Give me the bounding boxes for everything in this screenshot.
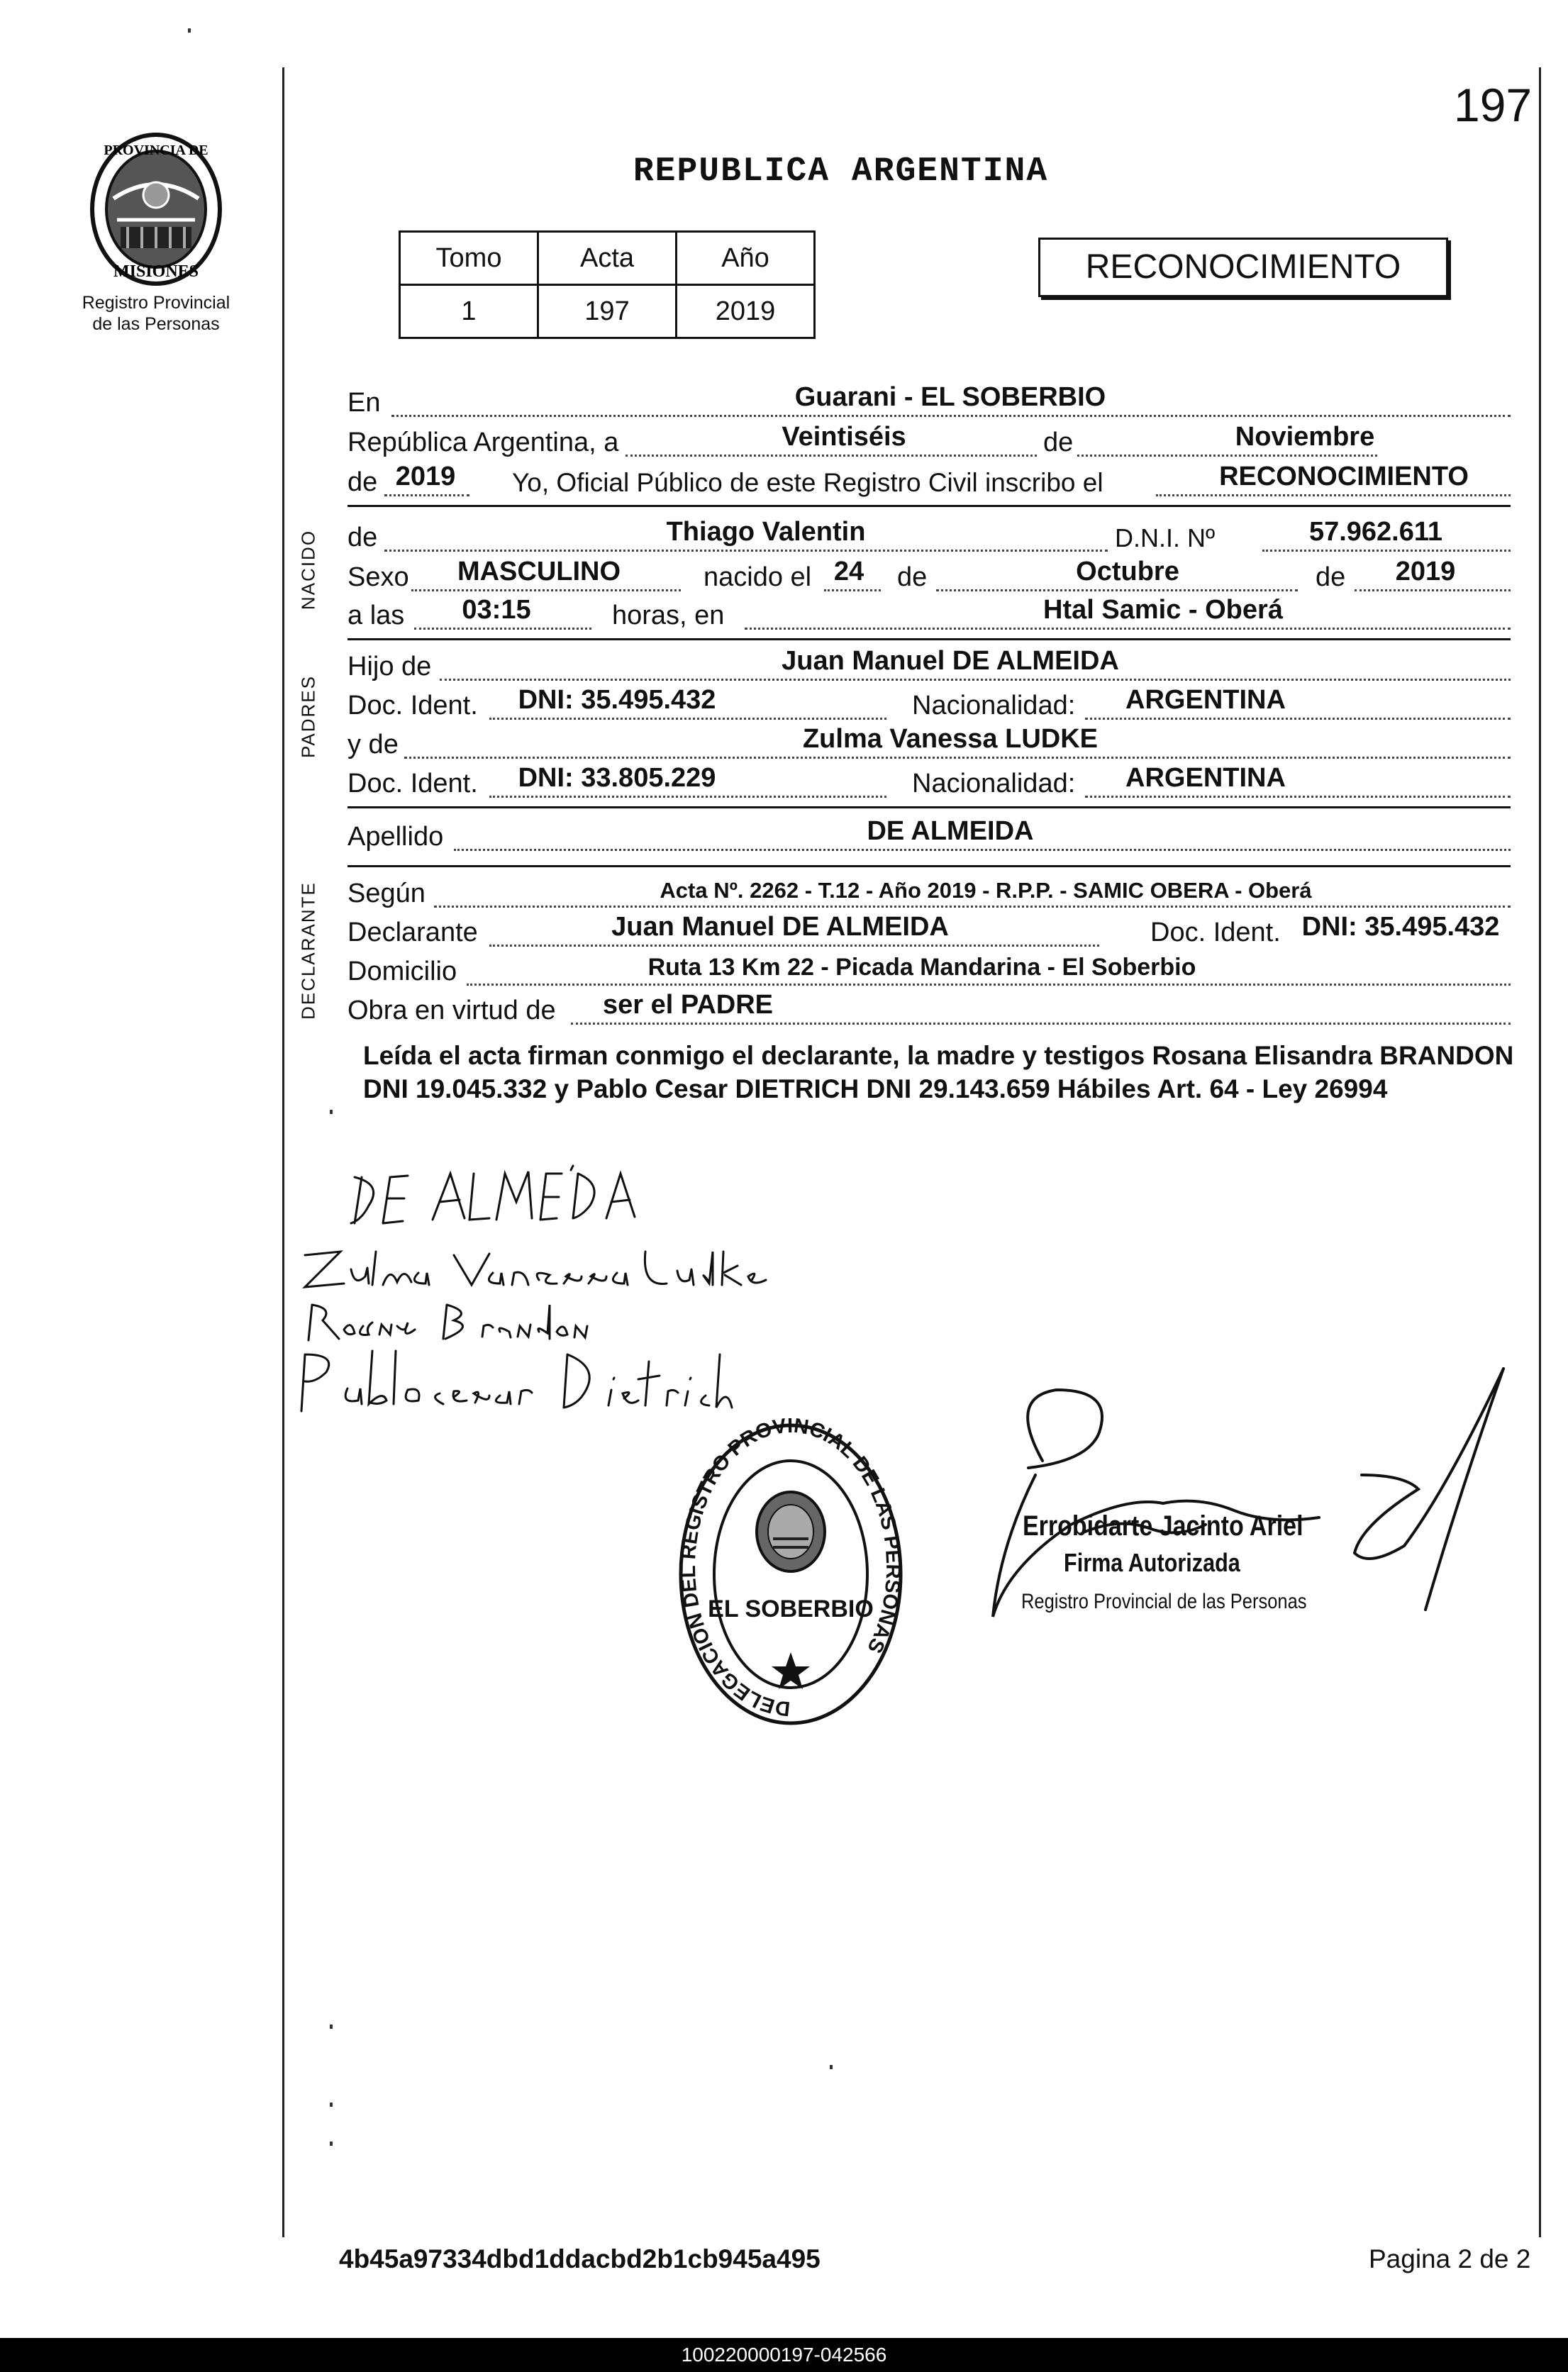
field-dni: 57.962.611: [1308, 517, 1443, 547]
field-madre: Zulma Vanessa LUDKE: [802, 724, 1099, 754]
separator: [347, 865, 1511, 867]
official-signature: [964, 1312, 1546, 1631]
section-declarante-label: DECLARANTE: [297, 881, 319, 1020]
row-nombre: de Thiago Valentin D.N.I. Nº 57.962.611: [347, 518, 1511, 557]
svg-text:PROVINCIA DE: PROVINCIA DE: [104, 143, 208, 158]
field-padre: Juan Manuel DE ALMEIDA: [782, 646, 1119, 676]
value-tomo: 1: [400, 285, 538, 338]
registry-office-stamp: [674, 1411, 908, 1737]
closing-statement: Leída el acta firman conmigo el declarante, la madre y testigos Rosana Elisandra BRANDON DNI 19.045.332 y Pablo Cesar DIETRICH DNI 29.143.659 Hábiles Art. 64 - Ley 26994: [363, 1041, 1514, 1103]
field-segun: Acta Nº. 2262 - T.12 - Año 2019 - R.P.P. - SAMIC OBERA - Oberá: [660, 878, 1312, 903]
row-hora: a las 03:15 horas, en Htal Samic - Oberá: [347, 596, 1511, 635]
field-declarante: Juan Manuel DE ALMEIDA: [611, 912, 949, 942]
barcode-strip: 100220000197-042566: [0, 2338, 1568, 2372]
official-name: Errobidarte Jacinto Ariel: [1023, 1510, 1303, 1542]
field-nombre: Thiago Valentin: [666, 517, 866, 547]
registry-caption: Registro Provincial de las Personas: [82, 293, 230, 334]
row-domicilio: Domicilio Ruta 13 Km 22 - Picada Mandarina - El Soberbio: [347, 952, 1511, 991]
header-acta: Acta: [538, 232, 677, 285]
separator: [347, 806, 1511, 808]
field-domicilio: Ruta 13 Km 22 - Picada Mandarina - El Soberbio: [647, 954, 1196, 981]
row-madre: y de Zulma Vanessa LUDKE: [347, 725, 1511, 764]
right-margin-line: [1539, 67, 1541, 2237]
row-obra-en-virtud: Obra en virtud de ser el PADRE: [347, 991, 1511, 1030]
country-title: REPUBLICA ARGENTINA: [633, 152, 1049, 191]
official-role: Firma Autorizada: [1064, 1548, 1240, 1577]
field-tipo-inscripcion: RECONOCIMIENTO: [1219, 462, 1469, 491]
separator: [347, 638, 1511, 640]
field-anio: 2019: [395, 462, 456, 491]
section-padres-label: PADRES: [297, 675, 319, 758]
field-lugar: Guarani - EL SOBERBIO: [794, 382, 1106, 412]
row-sexo: Sexo MASCULINO nacido el 24 de Octubre de 2019: [347, 557, 1511, 597]
field-mes: Noviembre: [1235, 422, 1375, 452]
field-nac-dia: 24: [833, 557, 864, 586]
svg-text:MISIONES: MISIONES: [113, 262, 199, 281]
header-anio: Año: [677, 232, 815, 285]
section-nacido-label: NACIDO: [297, 529, 319, 611]
row-declarante: Declarante Juan Manuel DE ALMEIDA Doc. Ident. DNI: 35.495.432: [347, 913, 1511, 952]
official-office: Registro Provincial de las Personas: [1021, 1590, 1307, 1613]
handwritten-signatures: [284, 1135, 922, 1418]
field-lugar-nacimiento: Htal Samic - Oberá: [1043, 595, 1283, 625]
row-inscripcion: de 2019 Yo, Oficial Público de este Registro Civil inscribo el RECONOCIMIENTO: [347, 462, 1511, 502]
separator: [347, 505, 1511, 507]
field-nac-anio: 2019: [1395, 557, 1456, 586]
field-sexo: MASCULINO: [457, 557, 621, 586]
field-padre-nacionalidad: ARGENTINA: [1125, 685, 1286, 715]
field-obra-en-virtud: ser el PADRE: [602, 990, 774, 1020]
value-anio: 2019: [677, 285, 815, 338]
value-acta: 197: [538, 285, 677, 338]
record-table: [399, 230, 816, 339]
field-hora: 03:15: [462, 595, 531, 625]
row-madre-doc: Doc. Ident. DNI: 33.805.229 Nacionalidad: ARGENTINA: [347, 764, 1511, 803]
field-nac-mes: Octubre: [1076, 557, 1179, 586]
record-type-box: RECONOCIMIENTO: [1038, 238, 1448, 297]
header-tomo: Tomo: [400, 232, 538, 285]
row-apellido: Apellido DE ALMEIDA: [347, 817, 1511, 857]
field-padre-doc: DNI: 35.495.432: [518, 685, 716, 715]
row-fecha: República Argentina, a Veintiséis de Noviembre: [347, 423, 1511, 462]
field-apellido: DE ALMEIDA: [867, 816, 1034, 846]
page-indicator: Pagina 2 de 2: [1369, 2244, 1531, 2273]
row-segun: Según Acta Nº. 2262 - T.12 - Año 2019 - R.P.P. - SAMIC OBERA - Oberá: [347, 874, 1511, 913]
field-madre-nacionalidad: ARGENTINA: [1125, 763, 1286, 793]
row-padre: Hijo de Juan Manuel DE ALMEIDA: [347, 647, 1511, 686]
row-padre-doc: Doc. Ident. DNI: 35.495.432 Nacionalidad: ARGENTINA: [347, 686, 1511, 725]
field-declarante-doc: DNI: 35.495.432: [1301, 912, 1500, 942]
field-madre-doc: DNI: 33.805.229: [518, 763, 716, 793]
field-dia: Veintiséis: [782, 422, 906, 452]
document-hash: 4b45a97334dbd1ddacbd2b1cb945a495: [339, 2244, 821, 2273]
row-lugar: En Guarani - EL SOBERBIO: [347, 383, 1511, 423]
svg-text:DELEGACION DEL REGISTRO PROVIN: DELEGACION DEL REGISTRO PROVINCIAL DE LAS PERSONAS: [677, 1414, 905, 1720]
page-number: 197: [1454, 79, 1533, 131]
svg-text:EL SOBERBIO: EL SOBERBIO: [708, 1596, 874, 1622]
